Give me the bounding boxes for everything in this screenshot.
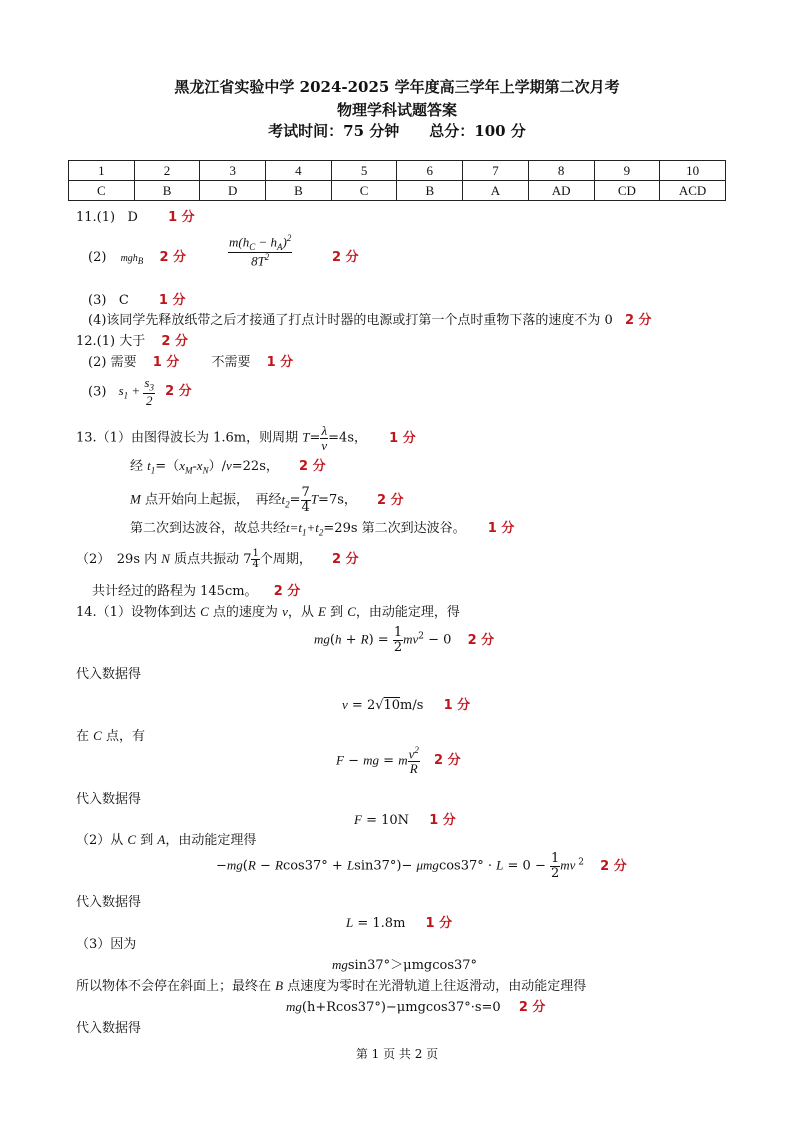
table-cell: 9 bbox=[594, 161, 660, 181]
table-row-answers bbox=[69, 181, 726, 201]
q13-line5: （2） 29s 内 N 质点共振动 7 $\frac{1}{4}$ 个周期， 2 分 bbox=[76, 547, 359, 570]
label: 11.(1) bbox=[76, 210, 116, 225]
text: = 1.8m bbox=[357, 916, 406, 931]
q14-sub4: 代入数据得 bbox=[76, 1021, 142, 1036]
score: 2 分 bbox=[299, 459, 326, 474]
text: 点的速度为 bbox=[212, 605, 278, 620]
answer: C bbox=[118, 293, 129, 308]
text: (h+Rcos37°)−μmgcos37°·s=0 bbox=[301, 1000, 501, 1015]
score: 2 分 bbox=[377, 492, 404, 508]
text: 14.（1）设物体到达 bbox=[76, 605, 196, 620]
q14-eq8: mg(h+Rcos37°)−μmgcos37°·s=0 2 分 bbox=[286, 999, 546, 1015]
score: 1 分 bbox=[429, 813, 456, 828]
text: =29s 第二次到达波谷。 bbox=[323, 521, 466, 536]
score: 1 分 bbox=[443, 698, 471, 713]
q14-eq2: v = 2√10m/s 1 分 bbox=[342, 697, 471, 713]
score: 2 分 bbox=[434, 753, 461, 769]
q14-part2: （2）从 C 到 A，由动能定理得 bbox=[76, 832, 257, 848]
q14-part3-text: 所以物体不会停在斜面上；最终在 B 点速度为零时在光滑轨道上往返滑动，由动能定理得 bbox=[76, 978, 587, 994]
table-cell: ACD bbox=[660, 181, 726, 201]
q14-intro: 14.（1）设物体到达 C 点的速度为 v，从 E 到 C，由动能定理，得 bbox=[76, 604, 460, 620]
answer: 大于 bbox=[119, 334, 146, 349]
q13-line2: 经 $t_1=(x_M-x_N)/v=22s$， 2 分 bbox=[130, 458, 326, 476]
table-cell: C bbox=[331, 181, 397, 201]
score: 1 分 bbox=[168, 210, 195, 225]
text: 到 bbox=[330, 605, 344, 620]
score: 1 分 bbox=[266, 355, 294, 370]
table-cell: A bbox=[463, 181, 529, 201]
answer: 需要 bbox=[110, 355, 137, 370]
text: =4s， bbox=[328, 430, 367, 446]
label: (3) bbox=[88, 384, 107, 400]
q14-eq3: F − mg = m $\frac{v^2}{R}$ 2 分 bbox=[336, 745, 461, 776]
text: 第二次到达波谷，故总共经 bbox=[130, 521, 287, 536]
text: = 10N bbox=[366, 813, 410, 828]
text: 到 bbox=[140, 833, 154, 848]
q14-sub3: 代入数据得 bbox=[76, 895, 142, 910]
score: 2 分 bbox=[165, 384, 192, 400]
score: 2 分 bbox=[159, 250, 187, 265]
text: =（ bbox=[155, 459, 180, 474]
text: 个周期， bbox=[259, 552, 312, 567]
table-cell: D bbox=[200, 181, 266, 201]
text: 在 bbox=[76, 729, 90, 744]
q12-part1 bbox=[76, 330, 188, 349]
score: 2 分 bbox=[467, 632, 495, 648]
table-cell: CD bbox=[594, 181, 660, 201]
q11-formula-frac: $\frac{m(h_C - h_A)^2}{8T^2}$ bbox=[229, 233, 292, 269]
q14-eq4: F = 10N 1 分 bbox=[354, 812, 456, 828]
table-cell: 10 bbox=[660, 161, 726, 181]
table-cell: 5 bbox=[331, 161, 397, 181]
score: 1 分 bbox=[389, 430, 416, 446]
exam-info: 考试时间：75 分钟 总分：100 分 bbox=[268, 122, 526, 140]
text: ，由动能定理得 bbox=[165, 833, 257, 848]
text: （2）从 bbox=[76, 833, 124, 848]
score: 2 分 bbox=[332, 250, 359, 265]
score: 1 分 bbox=[152, 355, 180, 370]
formula: mgh$_B$ bbox=[120, 253, 144, 266]
text: （2） 29s 内 bbox=[76, 552, 158, 567]
q11-part2 bbox=[88, 246, 186, 266]
text: 经 bbox=[130, 459, 144, 474]
q11-part4 bbox=[88, 309, 652, 328]
score: 2 分 bbox=[332, 552, 359, 567]
answer-text: (4)该同学先释放纸带之后才接通了打点计时器的电源或打第一个点时重物下落的速度不为 0 bbox=[88, 313, 613, 328]
subject-title: 物理学科试题答案 bbox=[336, 101, 457, 119]
table-cell: 8 bbox=[528, 161, 594, 181]
q12-part2 bbox=[88, 351, 293, 370]
text: =22s， bbox=[231, 459, 279, 474]
label: (2) bbox=[88, 250, 107, 265]
text: ，从 bbox=[287, 605, 314, 620]
table-cell: B bbox=[397, 181, 463, 201]
q14-at-c: 在 C 点，有 bbox=[76, 728, 145, 744]
text: ，由动能定理，得 bbox=[355, 605, 460, 620]
q11-part3 bbox=[88, 289, 186, 308]
score: 1 分 bbox=[487, 521, 515, 536]
table-cell: 1 bbox=[69, 161, 135, 181]
answer-table bbox=[68, 160, 726, 201]
q12-part3: (3) $s_1$ + $\frac{s_3}{2}$ 2 分 bbox=[88, 375, 192, 409]
label: (3) bbox=[88, 293, 107, 308]
q14-sub1: 代入数据得 bbox=[76, 667, 142, 682]
q14-sub2: 代入数据得 bbox=[76, 792, 142, 807]
score: 1 分 bbox=[158, 293, 186, 308]
score: 2 分 bbox=[600, 858, 627, 874]
q14-part3: （3）因为 bbox=[76, 937, 137, 952]
label: (2) bbox=[88, 355, 107, 370]
q13-line4: 第二次到达波谷，故总共经$t=t_1+t_2=29s$ 第二次到达波谷。 1 分 bbox=[130, 520, 515, 538]
score: 2 分 bbox=[624, 313, 652, 328]
page-number: 第 1 页 共 2 页 bbox=[355, 1047, 439, 1061]
text: =7s， bbox=[318, 492, 357, 508]
text: 所以物体不会停在斜面上；最终在 bbox=[76, 979, 272, 994]
score: 1 分 bbox=[425, 916, 453, 931]
text: 质点共振动 7 bbox=[174, 552, 252, 567]
text: 点速度为零时在光滑轨道上往返滑动，由动能定理得 bbox=[287, 979, 587, 994]
q14-eq6: L = 1.8m 1 分 bbox=[346, 915, 453, 931]
q11-part2-score-b bbox=[332, 246, 359, 265]
text: ）/ bbox=[208, 459, 226, 474]
text: 点开始向上起振， 再经 bbox=[144, 492, 282, 508]
table-cell: 3 bbox=[200, 161, 266, 181]
answer: 不需要 bbox=[211, 355, 251, 370]
text: 13.（1）由图得波长为 1.6m，则周期 bbox=[76, 430, 299, 446]
table-cell: 6 bbox=[397, 161, 463, 181]
label: 12.(1) bbox=[76, 334, 116, 349]
text: sin37°＞μmgcos37° bbox=[347, 958, 478, 973]
table-cell: 7 bbox=[463, 161, 529, 181]
q14-eq1: mg(h + R) = $\frac{1}{2}$ $mv^2 - 0$ 2 分 bbox=[314, 625, 495, 655]
exam-title: 黑龙江省实验中学 2024-2025 学年度高三学年上学期第二次月考 bbox=[174, 78, 620, 96]
table-row-numbers bbox=[69, 161, 726, 181]
score: 2 分 bbox=[161, 334, 188, 349]
score: 2 分 bbox=[518, 1000, 546, 1015]
q13-line1: 13.（1）由图得波长为 1.6m，则周期 T= $\frac{\lambda}{v}$ =4s， 1 分 bbox=[76, 423, 416, 453]
table-cell: B bbox=[134, 181, 200, 201]
q13-line6 bbox=[92, 580, 300, 599]
table-cell: 4 bbox=[266, 161, 332, 181]
table-cell: C bbox=[69, 181, 135, 201]
answer: D bbox=[127, 210, 138, 225]
table-cell: 2 bbox=[134, 161, 200, 181]
text: 点，有 bbox=[105, 729, 145, 744]
q14-eq5: −mg(R − Rcos37° + Lsin37°)− μmgcos37° · L = 0 − $\frac{1}{2}$ mv $^2$ 2 分 bbox=[216, 851, 627, 881]
q14-eq7: mgsin37°＞μmgcos37° bbox=[332, 957, 478, 973]
q11-part1 bbox=[76, 206, 195, 225]
table-cell: AD bbox=[528, 181, 594, 201]
score: 2 分 bbox=[273, 584, 301, 599]
text: 共计经过的路程为 145cm。 bbox=[92, 584, 258, 599]
q13-line3: M 点开始向上起振， 再经$t_2=$ $\frac{7}{4}$ T=7s， 2 分 bbox=[130, 485, 404, 515]
table-cell: B bbox=[266, 181, 332, 201]
